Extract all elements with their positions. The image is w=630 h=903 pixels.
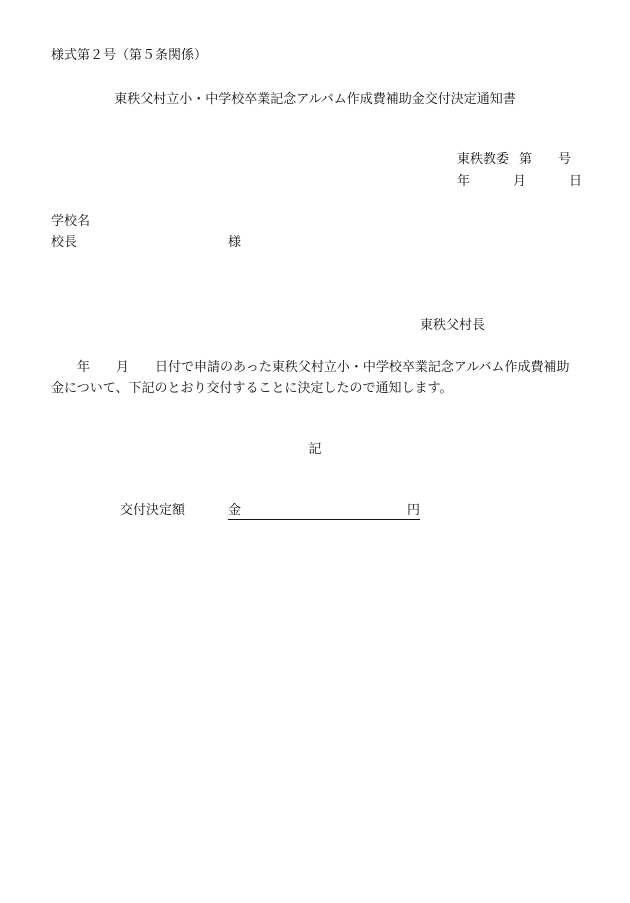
notice-body [51,357,581,399]
reference-go: 号 [558,152,572,167]
honorific: 様 [228,235,242,250]
body-text: 日付で申請のあった東秩父村立小・中学校卒業記念アルバム作成費補助金について、下記のとおり交付することに決定したので通知します。 [51,360,570,396]
form-number: 様式第２号（第５条関係） [51,48,208,63]
ki-heading: 記 [308,442,322,457]
body-year: 年 [77,360,91,375]
amount-label: 交付決定額 [120,503,186,518]
reference-dai: 第 [519,152,533,167]
principal-label: 校長 [51,235,78,250]
amount-yen: 円 [406,503,420,518]
document-title: 東秩父村立小・中学校卒業記念アルバム作成費補助金交付決定通知書 [114,92,516,107]
amount-field [228,503,420,520]
school-name-label: 学校名 [51,214,91,229]
date-year: 年 [457,174,471,189]
date-month: 月 [513,174,527,189]
body-month: 月 [116,360,130,375]
issue-date [457,174,582,190]
date-day: 日 [569,174,583,189]
reference-prefix: 東秩教委 [457,152,510,167]
amount-kin: 金 [228,503,242,518]
reference-number [457,152,571,168]
sender-name: 東秩父村長 [420,318,486,333]
